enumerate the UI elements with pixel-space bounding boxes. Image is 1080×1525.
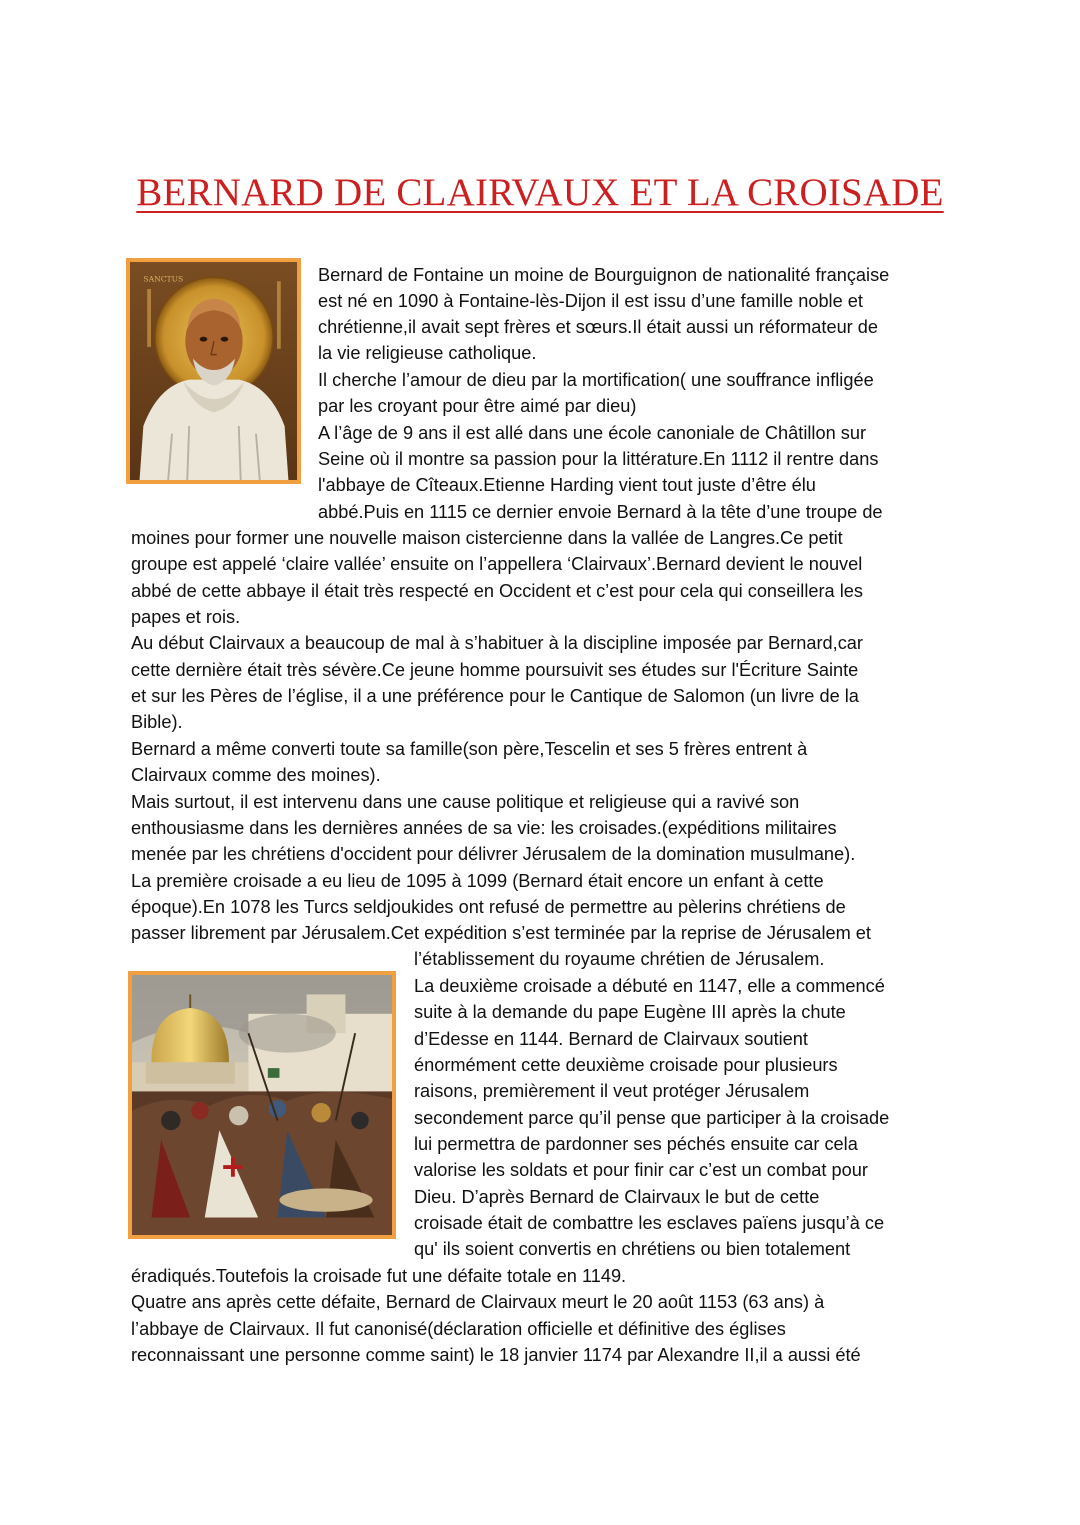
text-line: d’Edesse en 1144. Bernard de Clairvaux soutient [414,1029,808,1049]
text-line: A l’âge de 9 ans il est allé dans une école canoniale de Châtillon sur [318,423,867,443]
text-line: l’établissement du royaume chrétien de Jérusalem. [414,949,825,969]
text-line: abbé de cette abbaye il était très respecté en Occident et c’est pour cela qui conseillera les [131,581,863,601]
text-line: abbé.Puis en 1115 ce dernier envoie Bernard à la tête d’une troupe de [318,502,883,522]
document-title: BERNARD DE CLAIRVAUX ET LA CROISADE [136,171,944,214]
text-line: éradiqués.Toutefois la croisade fut une défaite totale en 1149. [131,1266,627,1286]
text-line: époque).En 1078 les Turcs seldjoukides ont refusé de permettre au pèlerins chrétiens de [131,897,846,917]
text-line: raisons, premièrement il veut protéger Jérusalem [414,1081,810,1101]
text-line: papes et rois. [131,607,241,627]
text-line: reconnaissant une personne comme saint) le 18 janvier 1174 par Alexandre II,il a aussi été [131,1345,861,1365]
text-line: cette dernière était très sévère.Ce jeune homme poursuivit ses études sur l'Écriture Sainte [131,660,859,680]
text-line: valorise les soldats et pour finir car c’est un combat pour [414,1160,868,1180]
svg-text:SANCTUS: SANCTUS [143,274,184,284]
text-line: Il cherche l’amour de dieu par la mortification( une souffrance infligée [318,370,874,390]
text-line: Seine où il montre sa passion pour la littérature.En 1112 il rentre dans [318,449,879,469]
text-line: et sur les Pères de l’église, il a une préférence pour le Cantique de Salomon (un livre de la [131,686,859,706]
text-line: chrétienne,il avait sept frères et sœurs.Il était aussi un réformateur de [318,317,879,337]
text-line: la vie religieuse catholique. [318,343,537,363]
text-line: Bernard de Fontaine un moine de Bourguignon de nationalité française [318,265,890,285]
text-line: Mais surtout, il est intervenu dans une cause politique et religieuse qui a ravivé son [131,792,800,812]
text-line: suite à la demande du pape Eugène III après la chute [414,1002,846,1022]
text-line: Clairvaux comme des moines). [131,765,381,785]
text-line: enthousiasme dans les dernières années de sa vie: les croisades.(expéditions militaires [131,818,837,838]
text-line: Dieu. D’après Bernard de Clairvaux le but de cette [414,1187,820,1207]
text-line: Au début Clairvaux a beaucoup de mal à s’habituer à la discipline imposée par Bernard,car [131,633,863,653]
text-line: groupe est appelé ‘claire vallée’ ensuite on l’appellera ‘Clairvaux’.Bernard devient le nouvel [131,554,863,574]
text-line: moines pour former une nouvelle maison cistercienne dans la vallée de Langres.Ce petit [131,528,843,548]
text-line: l’abbaye de Clairvaux. Il fut canonisé(déclaration officielle et définitive des églises [131,1319,786,1339]
saint-bernard-icon-image [126,258,301,484]
text-line: par les croyant pour être aimé par dieu) [318,396,637,416]
text-line: est né en 1090 à Fontaine-lès-Dijon il est issu d’une famille noble et [318,291,863,311]
text-line: menée par les chrétiens d'occident pour délivrer Jérusalem de la domination musulmane). [131,844,856,864]
crusade-painting-image [128,971,396,1239]
text-line: lui permettra de pardonner ses péchés ensuite car cela [414,1134,858,1154]
text-line: croisade était de combattre les esclaves païens jusqu’à ce [414,1213,885,1233]
text-line: l'abbaye de Cîteaux.Etienne Harding vient tout juste d’être élu [318,475,816,495]
text-line: énormément cette deuxième croisade pour plusieurs [414,1055,838,1075]
text-line: La deuxième croisade a débuté en 1147, elle a commencé [414,976,885,996]
text-line: Bernard a même converti toute sa famille(son père,Tescelin et ses 5 frères entrent à [131,739,808,759]
text-line: Quatre ans après cette défaite, Bernard de Clairvaux meurt le 20 août 1153 (63 ans) à [131,1292,825,1312]
text-line: qu' ils soient convertis en chrétiens ou bien totalement [414,1239,851,1259]
text-line: passer librement par Jérusalem.Cet expédition s’est terminée par la reprise de Jérusalem et [131,923,871,943]
text-line: La première croisade a eu lieu de 1095 à 1099 (Bernard était encore un enfant à cette [131,871,824,891]
text-line: secondement parce qu’il pense que participer à la croisade [414,1108,890,1128]
text-line: Bible). [131,712,183,732]
